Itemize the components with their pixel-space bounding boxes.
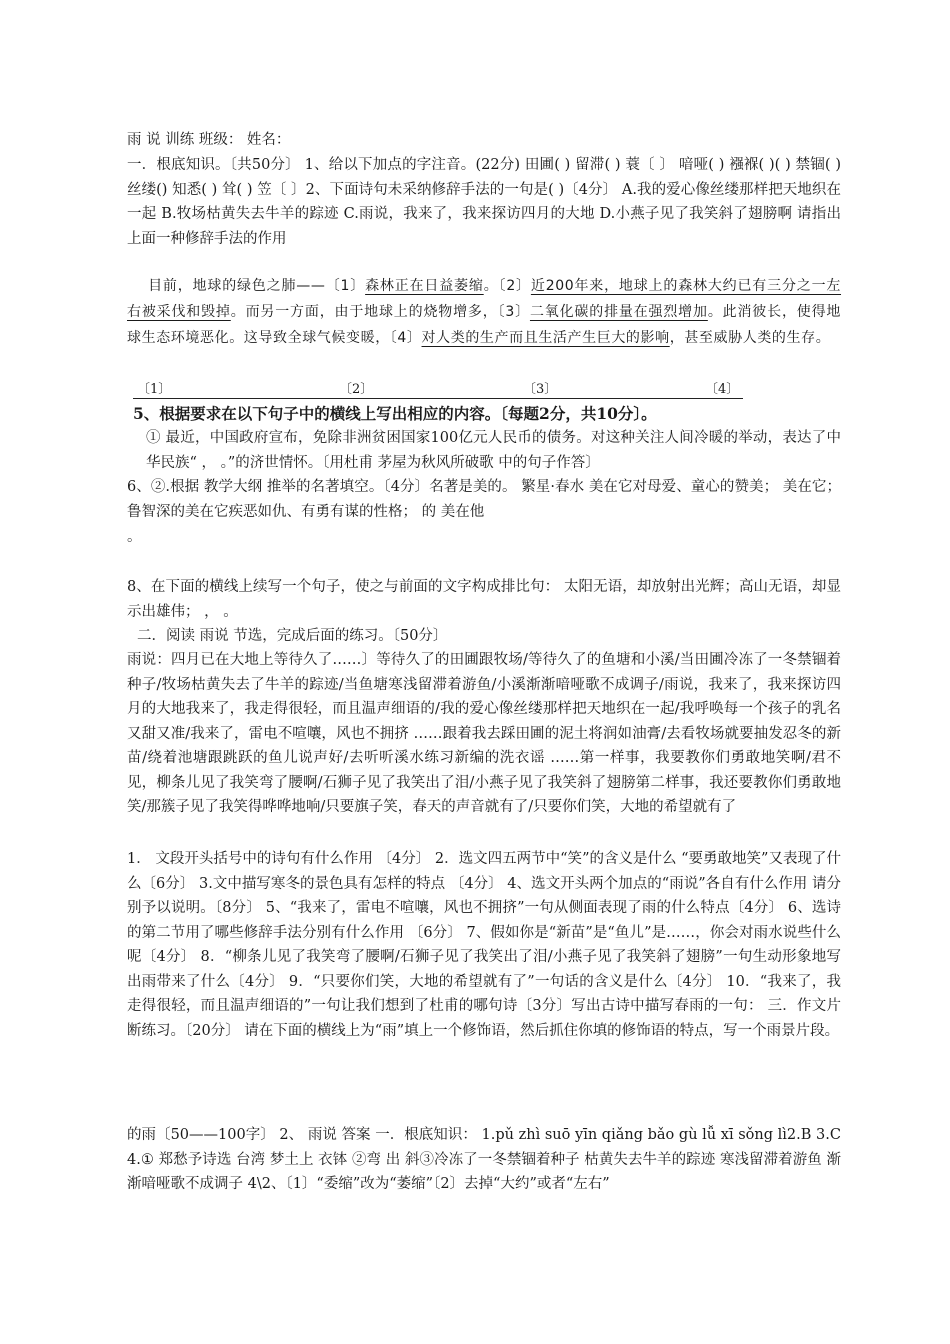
answers-section: 的雨〔50——100字〕 2、 雨说 答案 一．根底知识： 1.pǔ zhì suō yīn qiǎng bǎo gù lǚ xī sǒng lì2.B 3.C 4.① 郑愁予诗选 台湾 梦土上 衣钵 ②弯 出 斜③冷冻了一冬禁锢着种子 枯黄失去牛羊的踪迹 寒浅留滞着游鱼 渐渐喑哑歌不成调子 4\2、〔1〕“委缩”改为“萎缩”〔2〕去掉“大约”或者“左右” [127, 1127, 841, 1192]
blank-label-2: 〔2〕 [339, 382, 374, 397]
answer-blank-line [133, 378, 743, 399]
blank-label-3: 〔3〕 [523, 382, 558, 397]
question-6: 6、②.根据 教学大纲 推举的名著填空。〔4分〕名著是美的。 繁星·春水 美在它对母爱、童心的赞美； 美在它；鲁智深的美在它疾恶如仇、有勇有谋的性格； 的 美在他 [127, 479, 841, 520]
blank-label-1: 〔1〕 [137, 382, 172, 397]
blank-label-4: 〔4〕 [705, 382, 740, 397]
reading-questions: 1． 文段开头括号中的诗句有什么作用 〔4分〕 2．选文四五两节中“笑”的含义是什么 “要勇敢地笑”又表现了什么〔6分〕 3.文中描写寒冬的景色具有怎样的特点 〔4分〕 4、选文开头两个加点的“雨说”各自有什么作用 请分别予以说明。〔8分〕 5、“我来了，雷电不喧嚷，风也不拥挤”一句从侧面表现了雨的什么特点〔4分〕 6、选诗的第二节用了哪些修辞手法分别有什么作用 〔6分〕 7、假如你是“新苗”是“鱼儿”是……，你会对雨水说些什么呢〔4分〕 8．“柳条儿见了我笑弯了腰啊/石狮子见了我笑出了泪/小燕子见了我笑斜了翅膀”一句生动形象地写出雨带来了什么〔4分〕 9．“只要你们笑，大地的希望就有了”一句话的含义是什么〔4分〕 10．“我来了，我走得很轻，而且温声细语的”一句让我们想到了杜甫的哪句诗〔3分〕写出古诗中描写春雨的一句： 三．作文片断练习。〔20分〕 请在下面的横线上为“雨”填上一个修饰语，然后抓住你填的修饰语的特点，写一个雨景片段。 [127, 851, 841, 1039]
passage-text-1: 。〔2〕 [483, 278, 531, 294]
poem-excerpt: 雨说：四月已在大地上等待久了……〕等待久了的田圃跟牧场/等待久了的鱼塘和小溪/当田圃冷冻了一冬禁锢着种子/牧场枯黄失去了牛羊的踪迹/当鱼塘寒浅留滞着游鱼/小溪渐渐喑哑歌不成调子/雨说，我来了，我来探访四月的大地我来了，我走得很轻，而且温声细语的/我的爱心像丝缕那样把天地织在一起/我呼唤每一个孩子的乳名又甜又准/我来了，雷电不喧嚷，风也不拥挤 ……跟着我去踩田圃的泥土将润如油膏/去看牧场就要抽发忍冬的新苗/绕着池塘跟跳跃的鱼儿说声好/去听听溪水练习新编的洗衣谣 ……第一样事，我要教你们勇敢地笑啊/君不见，柳条儿见了我笑弯了腰啊/石狮子见了我笑出了泪/小燕子见了我笑斜了翅膀第二样事，我还要教你们勇敢地笑/那簇子见了我笑得哗哗地响/只要旗子笑，春天的声音就有了/只要你们笑，大地的希望就有了 [127, 652, 841, 815]
passage-sentence-4: 对人类的生产而且生活产生巨大的影响 [421, 330, 670, 346]
title-line: 雨 说 训练 班级： 姓名： [127, 132, 291, 148]
passage-text-2: 。而另一方面，由于地球上的烧物增多，〔3〕 [230, 304, 530, 320]
section2-title: 二．阅读 雨说 节选，完成后面的练习。〔50分〕 [137, 628, 448, 644]
passage-excerpt [127, 273, 841, 351]
question-8: 8、在下面的横线上续写一个句子，使之与前面的文字构成排比句： 太阳无语，却放射出光辉；高山无语，却显示出雄伟； ， 。 [127, 579, 841, 620]
question-5-item: ① 最近，中国政府宣布，免除非洲贫困国家100亿元人民币的债务。对这种关注人间冷暖的举动，表达了中华民族“ ， 。”的济世情怀。〔用杜甫 茅屋为秋风所破歌 中的句子作答〕 [146, 430, 841, 471]
passage-sentence-3: 二氧化碳的排量在强烈增加 [529, 304, 708, 320]
question-5-title: 5、根据要求在以下句子中的横线上写出相应的内容。〔每题2分，共10分〕。 [133, 404, 657, 423]
question-6-end: 。 [127, 529, 142, 545]
section1-basics: 一．根底知识。〔共50分〕 1、给以下加点的字注音。(22分) 田圃( ) 留滞( ) 蓑〔 〕 喑哑( ) 襁褓( )( ) 禁锢( ) 丝缕() 知悉( ) 耸( ) 笠〔 〕2、下面诗句未采纳修辞手法的一句是( )〔4分〕 A.我的爱心像丝缕那样把天地织在一起 B.牧场枯黄失去牛羊的踪迹 C.雨说，我来了，我来探访四月的大地 D.小燕子见了我笑斜了翅膀啊 请指出上面一种修辞手法的作用 [127, 157, 841, 247]
passage-text-3: 。此消彼长，使得地球生态环境恶化。这导致全球气候变暖，〔4〕 [127, 304, 842, 346]
passage-sentence-1: 森林正在日益萎缩 [365, 278, 484, 294]
passage-text-0: 目前，地球的绿色之肺——〔1〕 [148, 278, 366, 294]
passage-sentence-2: 近200年来，地球上的森林大约已有三分之一左右被采伐和毁掉 [127, 278, 842, 320]
passage-text-4: ，甚至威胁人类的生存。 [669, 330, 831, 346]
